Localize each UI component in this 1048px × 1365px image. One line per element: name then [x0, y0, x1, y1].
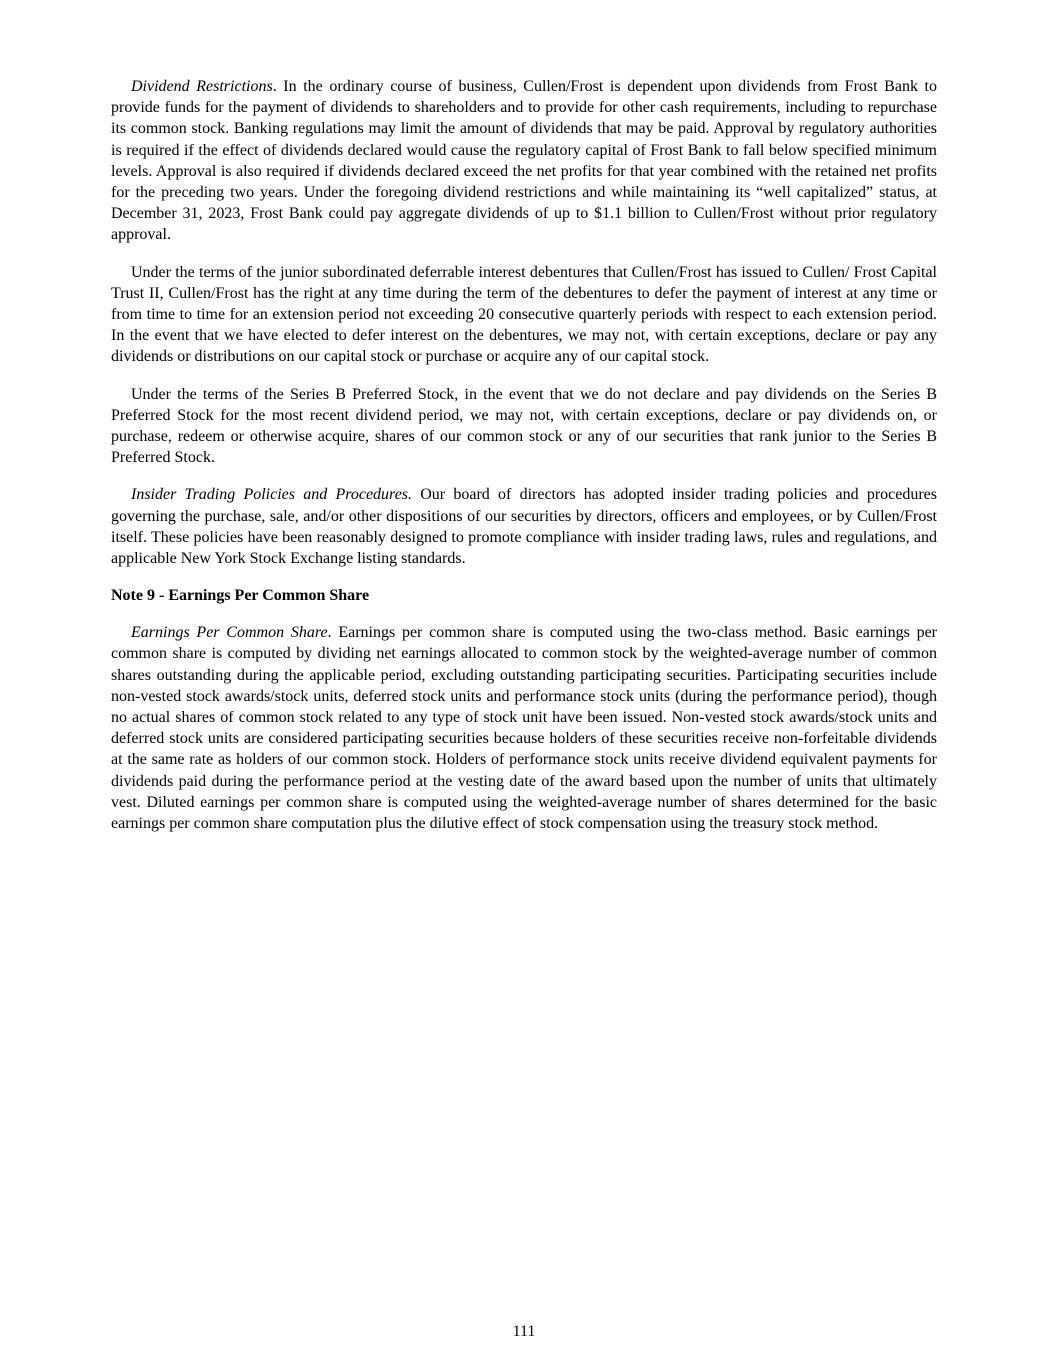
page-number: 111 [512, 1323, 536, 1340]
paragraph-lead-italic: Dividend Restrictions [131, 78, 273, 95]
paragraph-body: Under the terms of the junior subordinated deferrable interest debentures that Cullen/Frost has issued to Cullen/ Frost Capital Trust II, Cullen/Frost has the right at any time during the term of the debentures to defer the payment of interest at any time or from time to time for an extension period not exceeding 20 consecutive quarterly periods with respect to each extension period. In the event that we have elected to defer interest on the debentures, we may not, with certain exceptions, declare or pay any dividends or distributions on our capital stock or purchase or acquire any of our capital stock. [111, 263, 937, 366]
paragraph-junior-subordinated [111, 262, 937, 368]
note-heading: Note 9 - Earnings Per Common Share [111, 587, 370, 605]
paragraph-lead-italic: Insider Trading Policies and Procedures. [131, 486, 413, 504]
paragraph-insider-trading [111, 484, 937, 569]
paragraph-earnings-per-share [111, 622, 937, 834]
paragraph-lead-italic: Earnings Per Common Share [131, 624, 328, 642]
paragraph-dividend-restrictions [111, 76, 937, 246]
document-page [111, 76, 937, 850]
paragraph-body: . Earnings per common share is computed using the two-class method. Basic earnings per common share is computed by dividing net earnings allocated to common stock by the weighted-average number of common shares outstanding during the applicable period, excluding outstanding participating securities. Participating securities include non-vested stock awards/stock units, deferred stock units and performance stock units (during the performance period), though no actual shares of common stock related to any type of stock unit have been issued. Non-vested stock awards/stock units and deferred stock units are considered participating securities because holders of these securities receive non-forfeitable dividends at the same rate as holders of our common stock. Holders of performance stock units receive dividend equivalent payments for dividends paid during the performance period at the vesting date of the award based upon the number of units that ultimately vest. Diluted earnings per common share is computed using the weighted-average number of shares determined for the basic earnings per common share computation plus the dilutive effect of stock compensation using the treasury stock method. [111, 624, 938, 833]
paragraph-body: Our board of directors has adopted insider trading policies and procedures governing the purchase, sale, and/or other dispositions of our securities by directors, officers and employees, or by Cullen/Frost itself. These policies have been reasonably designed to promote compliance with insider trading laws, rules and regulations, and applicable New York Stock Exchange listing standards. [111, 486, 938, 568]
paragraph-body: Under the terms of the Series B Preferred Stock, in the event that we do not declare and pay dividends on the Series B Preferred Stock for the most recent dividend period, we may not, with certain exceptions, declare or pay dividends on, or purchase, redeem or otherwise acquire, shares of our common stock or any of our securities that rank junior to the Series B Preferred Stock. [111, 385, 937, 467]
paragraph-body: . In the ordinary course of business, Cullen/Frost is dependent upon dividends from Frost Bank to provide funds for the payment of dividends to shareholders and to provide for other cash requirements, including to repurchase its common stock. Banking regulations may limit the amount of dividends that may be paid. Approval by regulatory authorities is required if the effect of dividends declared would cause the regulatory capital of Frost Bank to fall below specified minimum levels. Approval is also required if dividends declared exceed the net profits for that year combined with the retained net profits for the preceding two years. Under the foregoing dividend restrictions and while maintaining its “well capitalized” status, at December 31, 2023, Frost Bank could pay aggregate dividends of up to $1.1 billion to Cullen/Frost without prior regulatory approval. [111, 78, 937, 244]
paragraph-series-b [111, 384, 937, 469]
